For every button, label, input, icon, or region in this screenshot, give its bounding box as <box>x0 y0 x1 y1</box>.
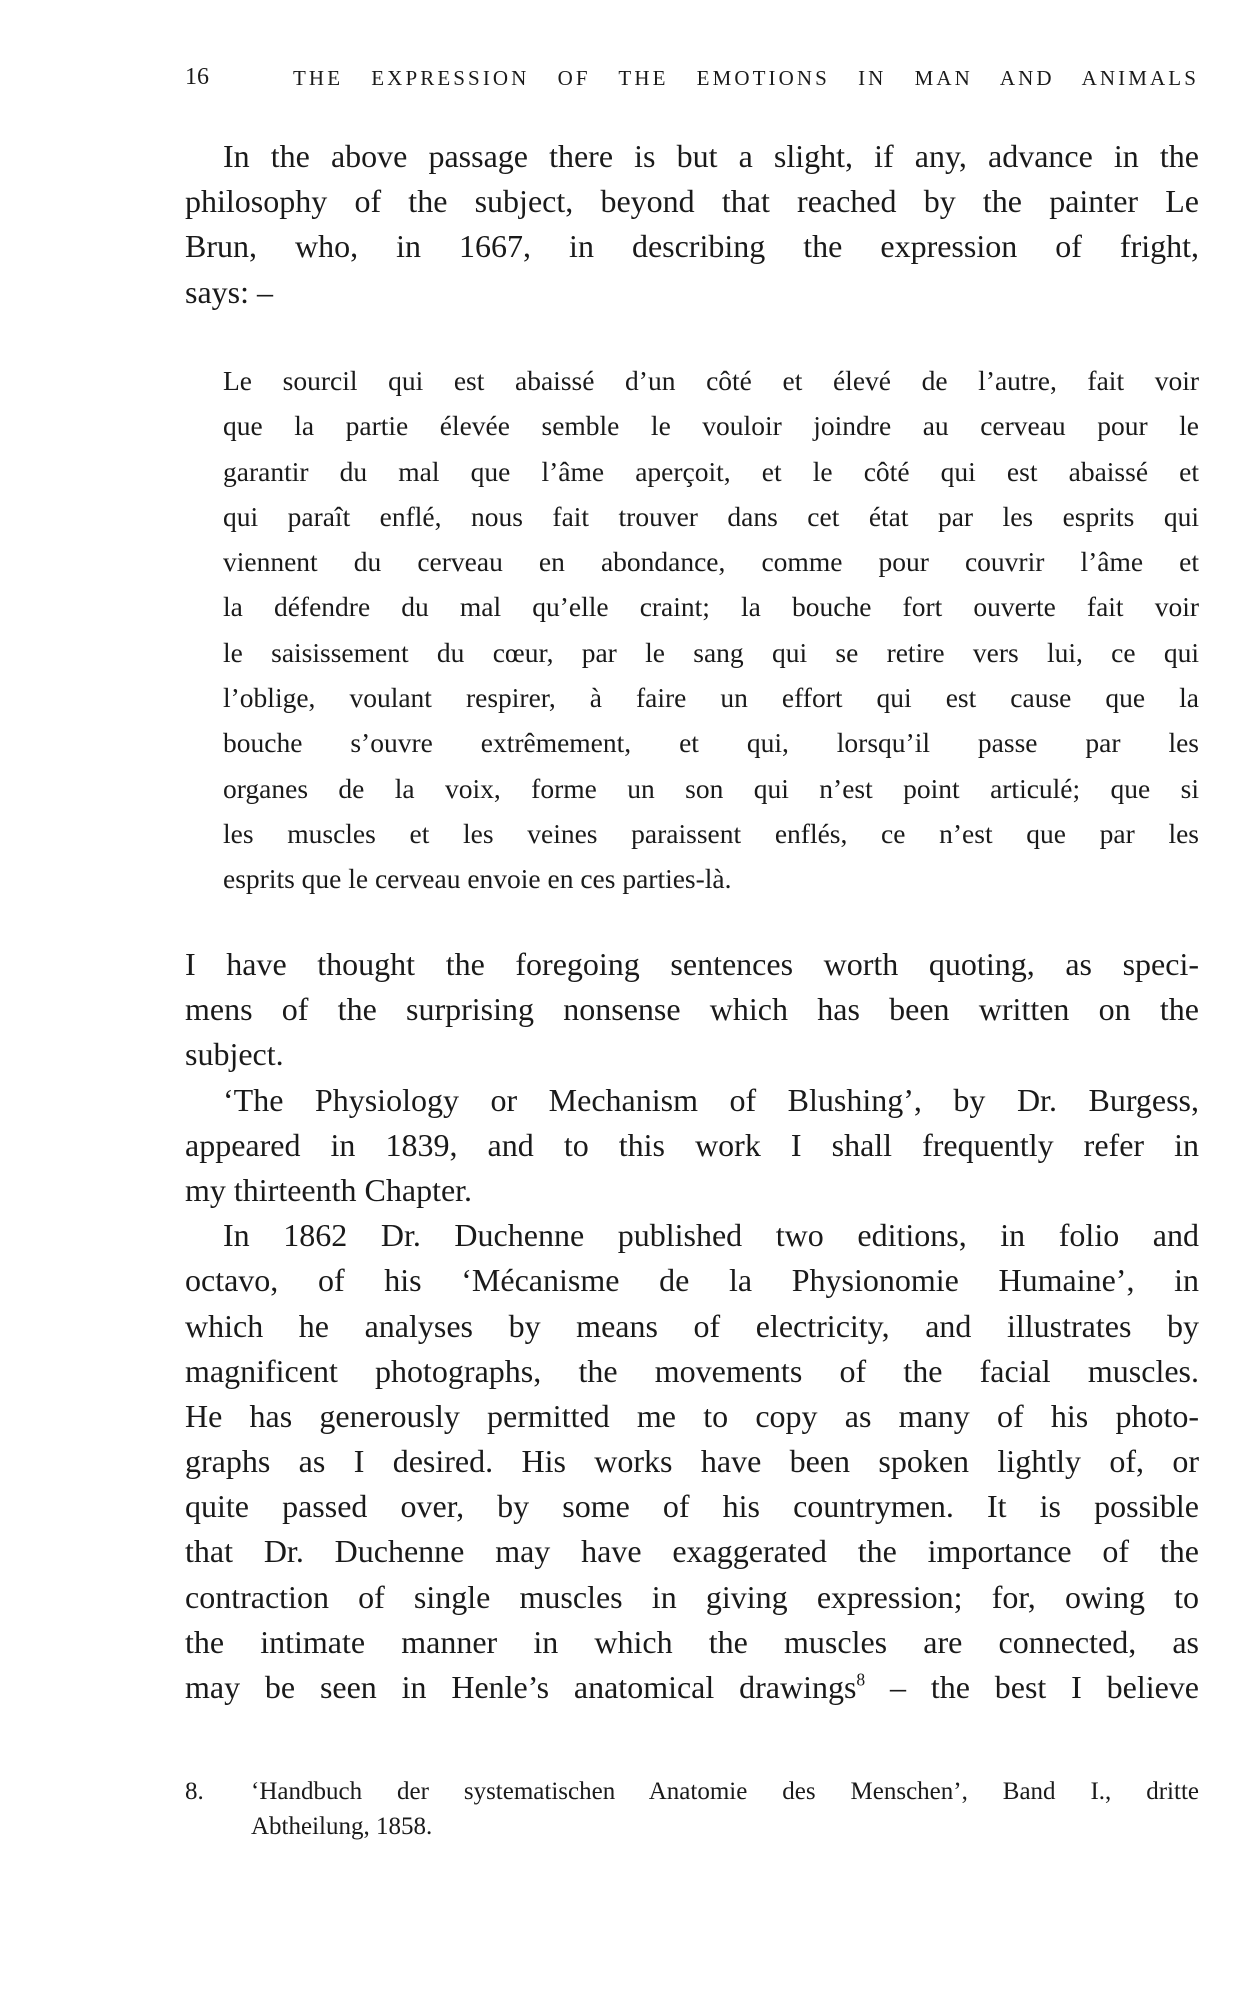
text-line: quite passed over, by some of his countrymen. It is possible <box>185 1488 1199 1525</box>
text-line: subject. <box>185 1036 284 1073</box>
text-line: graphs as I desired. His works have been spoken lightly of, or <box>185 1443 1199 1480</box>
text-line: l’oblige, voulant respirer, à faire un effort qui est cause que la <box>223 682 1199 714</box>
text-line: qui paraît enflé, nous fait trouver dans cet état par les esprits qui <box>223 500 1199 532</box>
paragraph-1 <box>185 134 1199 315</box>
text-line: les muscles et les veines paraissent enflés, ce n’est que par les <box>223 817 1199 849</box>
footnote-reference[interactable]: 8 <box>856 1669 866 1690</box>
footnote-number: 8. <box>185 1778 204 1805</box>
text-line: Abtheilung, 1858. <box>251 1813 433 1840</box>
text-line: philosophy of the subject, beyond that reached by the painter Le <box>185 183 1199 220</box>
block-quotation <box>223 358 1199 902</box>
text-line: esprits que le cerveau envoie en ces parties-là. <box>223 863 732 895</box>
text-line: ‘Handbuch der systematischen Anatomie des Menschen’, Band I., dritte <box>251 1778 1199 1805</box>
text-line: Brun, who, in 1667, in describing the expression of fright, <box>185 228 1199 265</box>
footnote-text <box>251 1774 1199 1844</box>
text-line: magnificent photographs, the movements of the facial muscles. <box>185 1352 1199 1389</box>
text-line: que la partie élevée semble le vouloir joindre au cerveau pour le <box>223 410 1199 442</box>
body-text <box>185 942 1199 1710</box>
text-line: my thirteenth Chapter. <box>185 1171 473 1208</box>
text-segment: – the best I believe <box>865 1669 1200 1705</box>
text-line: contraction of single muscles in giving expression; for, owing to <box>185 1578 1199 1615</box>
text-line: Le sourcil qui est abaissé d’un côté et élevé de l’autre, fait voir <box>223 365 1199 396</box>
text-line: In the above passage there is but a slight, if any, advance in the <box>223 138 1199 174</box>
text-segment: may be seen in Henle’s anatomical drawings <box>185 1669 857 1705</box>
running-title: THE EXPRESSION OF THE EMOTIONS IN MAN AND ANIMALS <box>293 66 1199 90</box>
text-line: garantir du mal que l’âme aperçoit, et le côté qui est abaissé et <box>223 455 1199 487</box>
text-line: la défendre du mal qu’elle craint; la bouche fort ouverte fait voir <box>223 591 1199 623</box>
text-line: organes de la voix, forme un son qui n’est point articulé; que si <box>223 772 1199 804</box>
running-header <box>185 64 1199 94</box>
text-line: In 1862 Dr. Duchenne published two editions, in folio and <box>223 1217 1199 1254</box>
text-line: bouche s’ouvre extrêmement, et qui, lorsqu’il passe par les <box>223 727 1199 759</box>
text-line: ‘The Physiology or Mechanism of Blushing’, by Dr. Burgess, <box>223 1081 1199 1118</box>
text-line: which he analyses by means of electricity, and illustrates by <box>185 1307 1199 1344</box>
text-line: appeared in 1839, and to this work I shall frequently refer in <box>185 1126 1199 1163</box>
text-line: that Dr. Duchenne may have exaggerated the importance of the <box>185 1533 1199 1570</box>
text-line: He has generously permitted me to copy as many of his photo- <box>185 1397 1199 1434</box>
text-line: viennent du cerveau en abondance, comme pour couvrir l’âme et <box>223 546 1199 578</box>
text-line: le saisissement du cœur, par le sang qui se retire vers lui, ce qui <box>223 636 1199 668</box>
text-line: mens of the surprising nonsense which has been written on the <box>185 991 1199 1028</box>
text-line: I have thought the foregoing sentences worth quoting, as speci- <box>185 946 1199 982</box>
text-line <box>185 1665 1199 1710</box>
text-line: says: – <box>185 273 273 310</box>
text-line: the intimate manner in which the muscles are connected, as <box>185 1623 1199 1660</box>
page-number: 16 <box>185 64 209 90</box>
text-line: octavo, of his ‘Mécanisme de la Physionomie Humaine’, in <box>185 1262 1199 1299</box>
